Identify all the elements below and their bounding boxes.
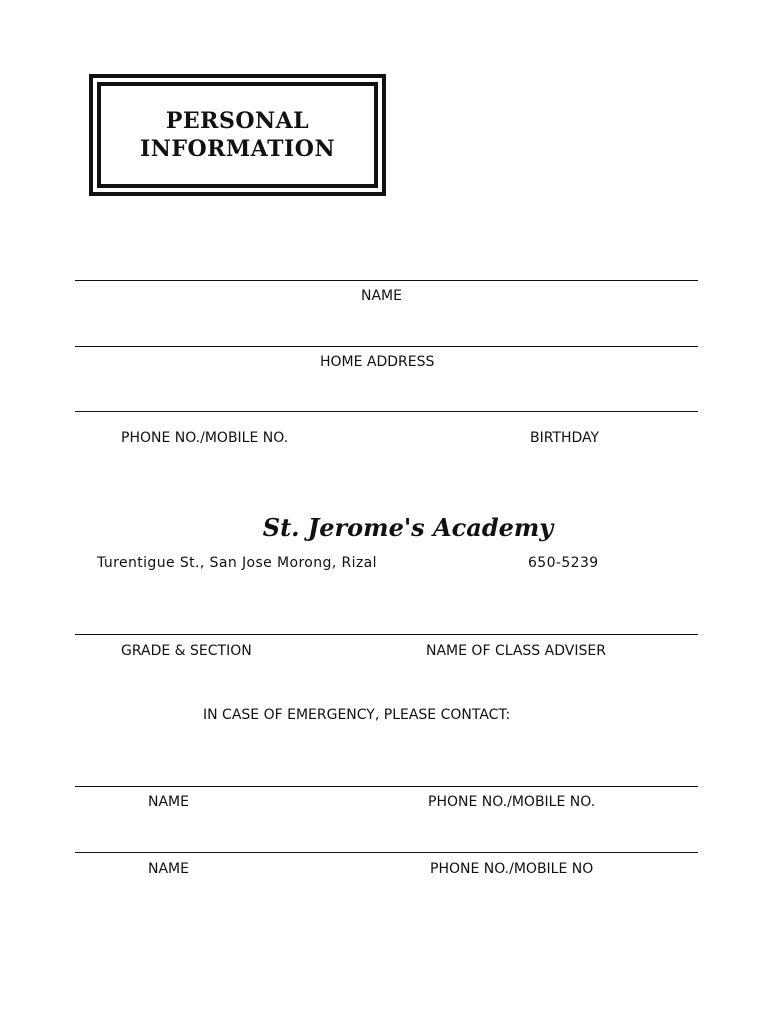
emergency-heading: IN CASE OF EMERGENCY, PLEASE CONTACT: xyxy=(203,707,511,723)
class-adviser-label: NAME OF CLASS ADVISER xyxy=(426,643,606,659)
home-address-line[interactable] xyxy=(75,346,698,347)
emergency-contact-1-line[interactable] xyxy=(75,786,698,787)
title-box xyxy=(89,74,386,196)
grade-adviser-line[interactable] xyxy=(75,634,698,635)
emergency-contact-1-phone-label: PHONE NO./MOBILE NO. xyxy=(428,794,596,810)
phone-label: PHONE NO./MOBILE NO. xyxy=(121,430,289,446)
school-phone: 650-5239 xyxy=(528,555,599,571)
emergency-contact-2-line[interactable] xyxy=(75,852,698,853)
grade-section-label: GRADE & SECTION xyxy=(121,643,252,659)
school-address: Turentigue St., San Jose Morong, Rizal xyxy=(97,555,377,571)
name-label: NAME xyxy=(361,288,402,304)
title-inner-border xyxy=(97,82,378,188)
home-address-label: HOME ADDRESS xyxy=(320,354,435,370)
title-line-2: INFORMATION xyxy=(139,136,336,162)
name-line[interactable] xyxy=(75,280,698,281)
emergency-contact-2-phone-label: PHONE NO./MOBILE NO xyxy=(430,861,594,877)
birthday-label: BIRTHDAY xyxy=(530,430,600,446)
phone-birthday-line[interactable] xyxy=(75,411,698,412)
emergency-contact-2-name-label: NAME xyxy=(148,861,189,877)
emergency-contact-1-name-label: NAME xyxy=(148,794,189,810)
school-name: St. Jerome's Academy xyxy=(262,513,554,542)
title-line-1: PERSONAL xyxy=(165,108,310,134)
